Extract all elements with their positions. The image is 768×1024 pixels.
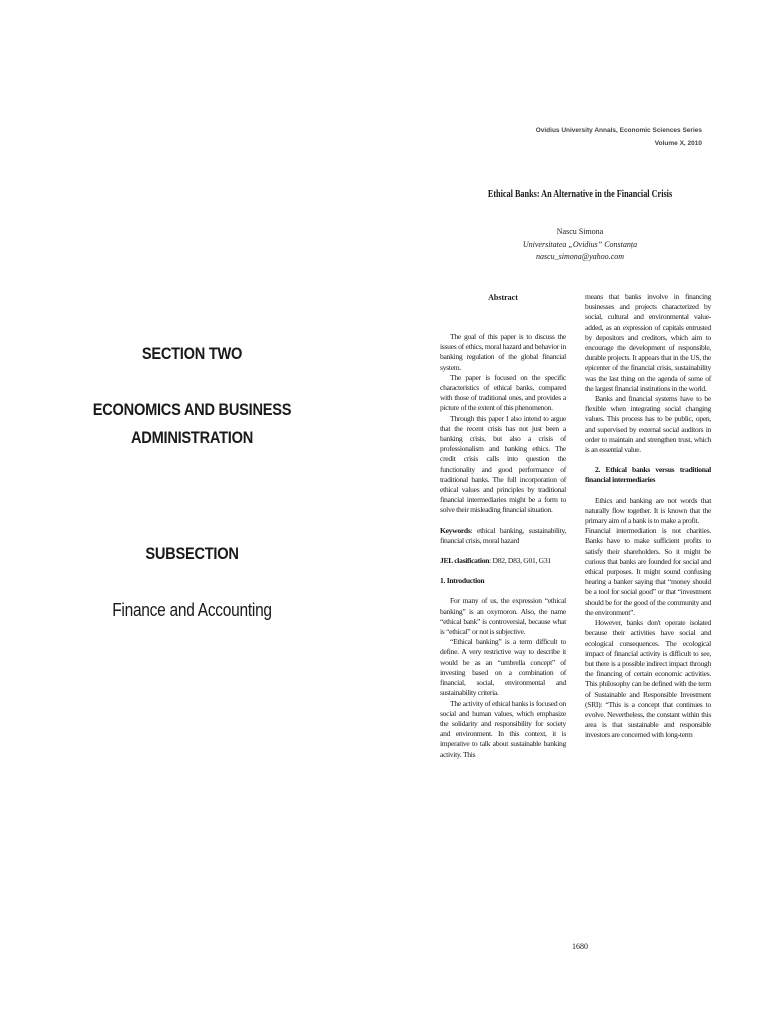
right-column — [585, 292, 711, 741]
jel-text: : D82, D83, G01, G31 — [489, 556, 551, 566]
keywords-text: : ethical banking, sustainability, financial crisis, moral hazard — [440, 525, 566, 545]
economics-title-line1: ECONOMICS AND BUSINESS — [92, 400, 292, 419]
author-name: Nascu Simona — [556, 227, 604, 236]
jel-classification — [440, 556, 566, 566]
keywords-label: Keywords — [440, 525, 471, 535]
paper-title: Ethical Banks: An Alternative in the Financial Crisis — [487, 189, 673, 200]
journal-volume: Volume X, 2010 — [654, 140, 702, 147]
page-number: 1680 — [572, 942, 588, 951]
body-paragraph: means that banks involve in financing businesses and projects characterized by social, cultural and environmental value-added, as an expression of capitals entrusted by depositors and creditors, which aim to encourage the development of responsible, durable projects. It appears that in the US, the epicenter of the financial crisis, sustainability was the last thing on the agenda of some of the largest financial institutions in the world. — [585, 292, 711, 393]
abstract-paragraph: Through this paper I also intend to argue that the recent crisis has not just been a banking crisis, but also a crisis of professionalism and banking ethics. The credit crisis calls into question the functionality and good performance of traditional banks. The full incorporation of ethical values and principles by traditional financial intermediaries might be a form to solve their misleading financial situation. — [440, 413, 566, 515]
body-paragraph: Ethics and banking are not words that naturally flow together. It is known that the primary aim of a bank is to make a profit. — [585, 495, 711, 526]
jel-label: JEL clasification — [440, 556, 490, 566]
subsection-title: SUBSECTION — [145, 544, 239, 563]
intro-paragraph: For many of us, the expression “ethical banking” is an oxymoron. Also, the name “ethical bank” is controversial, because what is “ethical” or not is subjective. — [440, 596, 566, 637]
economics-title-line2: ADMINISTRATION — [130, 428, 254, 447]
author-affiliation: Universitatea „Ovidius” Constanța — [522, 240, 638, 249]
journal-name: Ovidius University Annals, Economic Sciences Series — [535, 127, 702, 134]
body-paragraph: Financial intermediation is not charities. Banks have to make sufficient profits to satisfy their shareholders. So it might be curious that banks are founded for social and ethical purposes. It might sound confusing hearing a banker saying that “money should be a tool for social good” or that “investment should be for the good of the community and the environment”. — [585, 526, 711, 617]
abstract-heading: Abstract — [488, 293, 518, 302]
left-column — [440, 332, 566, 760]
finance-title: Finance and Accounting — [112, 600, 272, 620]
introduction-heading: 1. Introduction — [440, 576, 485, 586]
intro-paragraph: The activity of ethical banks is focused on social and human values, which emphasize the solidarity and responsibility for society and environment. In this context, it is imperative to talk about sustainable banking activity. This — [440, 698, 566, 759]
section2-heading: 2. Ethical banks versus traditional financial intermediaries — [585, 465, 711, 485]
body-paragraph: Banks and financial systems have to be flexible when integrating social changing values. This process has to be public, open, and supervised by external social auditors in order to maintain and strengthen trust, which is an essential value. — [585, 394, 711, 455]
keywords — [440, 526, 566, 546]
abstract-paragraph: The paper is focused on the specific characteristics of ethical banks, compared with those of traditional ones, and provides a picture of the extent of this phenomenon. — [440, 372, 566, 413]
intro-paragraph: “Ethical banking” is a term difficult to define. A very restrictive way to describe it would be as an “umbrella concept” of investing based on a combination of financial, social, environmental and sustainability criteria. — [440, 637, 566, 698]
author-email: nascu_simona@yahoo.com — [535, 252, 624, 261]
section-title: SECTION TWO — [141, 344, 243, 363]
abstract-paragraph: The goal of this paper is to discuss the issues of ethics, moral hazard and behavior in banking regulation of the global financial system. — [440, 332, 566, 372]
body-paragraph: However, banks don't operate isolated because their activities have social and ecological consequences. The ecological impact of financial activity is difficult to see, but there is a possible indirect impact through the financing of certain economic activities. This philosophy can be defined with the term of Sustainable and Responsible Investment (SRI): “This is a concept that continues to evolve. Nevertheless, the constant within this area is that sustainable and responsible investors are concerned with long-term — [585, 618, 711, 740]
